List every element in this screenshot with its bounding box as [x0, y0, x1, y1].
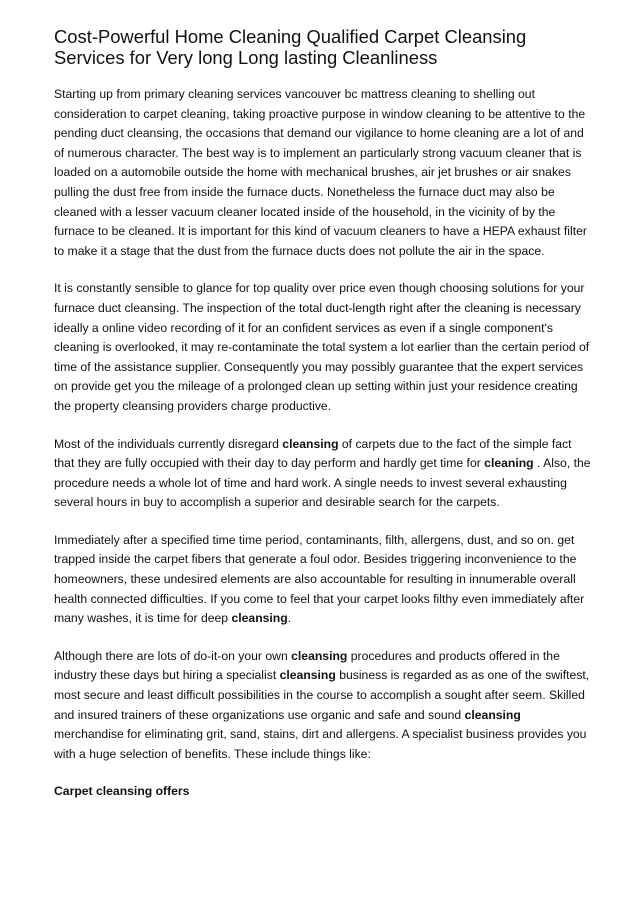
paragraph	[54, 647, 592, 765]
document-page	[54, 26, 592, 802]
document-title: Cost-Powerful Home Cleaning Qualified Carpet Cleansing Services for Very long Long lasting Cleanliness	[54, 26, 527, 68]
bold-keyword: cleaning	[484, 456, 534, 471]
text-run: It is constantly sensible to glance for top quality over price even though choosing solutions for your furnace duct cleansing. The inspection of the total duct-length right after the cleaning is necessary ideally a online video recording of it for an confident services as even if a single component's cleaning is overlooked, it may re-contaminate the total system a lot earlier than the certain period of time of the assistance supplier. Consequently you may possibly guarantee that the expert services on provide get you the mileage of a prolonged clean up setting within just your residence creating the property cleansing providers charge productive.	[54, 281, 590, 413]
paragraph	[54, 279, 592, 416]
bold-keyword: cleansing	[279, 668, 336, 683]
text-run: Starting up from primary cleaning services vancouver bc mattress cleaning to shelling out consideration to carpet cleaning, taking proactive purpose in window cleaning to be attentive to the pending duct cleansing, the occasions that demand our vigilance to home cleaning are a lot of and of numerous character. The best way is to implement an particularly strong vacuum cleaner that is loaded on a automobile outside the home with mechanical brushes, air jet brushes or air snakes pulling the dust free from inside the furnace ducts. Nonetheless the furnace duct may also be cleaned with a lesser vacuum cleaner located inside of the household, in the vicinity of by the furnace to be cleaned. It is important for this kind of vacuum cleaners to have a HEPA exhaust filter to make it a stage that the dust from the furnace ducts does not pollute the air in the space.	[54, 87, 587, 258]
bold-keyword: cleansing	[282, 436, 339, 451]
bold-keyword: cleansing	[291, 648, 348, 663]
text-run: .	[287, 611, 292, 626]
text-run: procedures and products offered in the industry these days but hiring a specialist	[54, 648, 560, 683]
text-run: Immediately after a specified time time period, contaminants, filth, allergens, dust, and so on. get trapped inside the carpet fibers that generate a foul odor. Besides triggering inconvenience to the homeowners, these undesired elements are also accountable for resulting in innumerable overall health connected difficulties. If you come to feel that your carpet looks filthy even immediately after many washes, it is time for deep	[54, 532, 585, 626]
bold-keyword: cleansing	[464, 707, 521, 722]
text-run: . Also, the procedure needs a whole lot of time and hard work. A single needs to invest several exhausting several hours in buy to accomplish a superior and desirable search for the carpets.	[54, 456, 591, 510]
section-subheading: Carpet cleansing offers	[54, 784, 190, 799]
paragraph	[54, 435, 592, 513]
paragraph	[54, 85, 592, 261]
text-run: Although there are lots of do-it-on your own	[54, 648, 292, 663]
text-run: merchandise for eliminating grit, sand, stains, dirt and allergens. A specialist business provides you with a huge selection of benefits. These include things like:	[54, 727, 587, 761]
text-run: Most of the individuals currently disregard	[54, 436, 283, 451]
bold-keyword: cleansing	[231, 611, 288, 626]
document-body	[54, 85, 592, 764]
text-run: of carpets due to the fact of the simple fact that they are fully occupied with their day to day perform and hardly get time for	[54, 436, 572, 471]
paragraph	[54, 531, 592, 629]
text-run: business is regarded as as one of the swiftest, most secure and least difficult possibilities in the course to accomplish a sought after seem. Skilled and insured trainers of these organizations use organic and safe and sound	[54, 668, 590, 722]
